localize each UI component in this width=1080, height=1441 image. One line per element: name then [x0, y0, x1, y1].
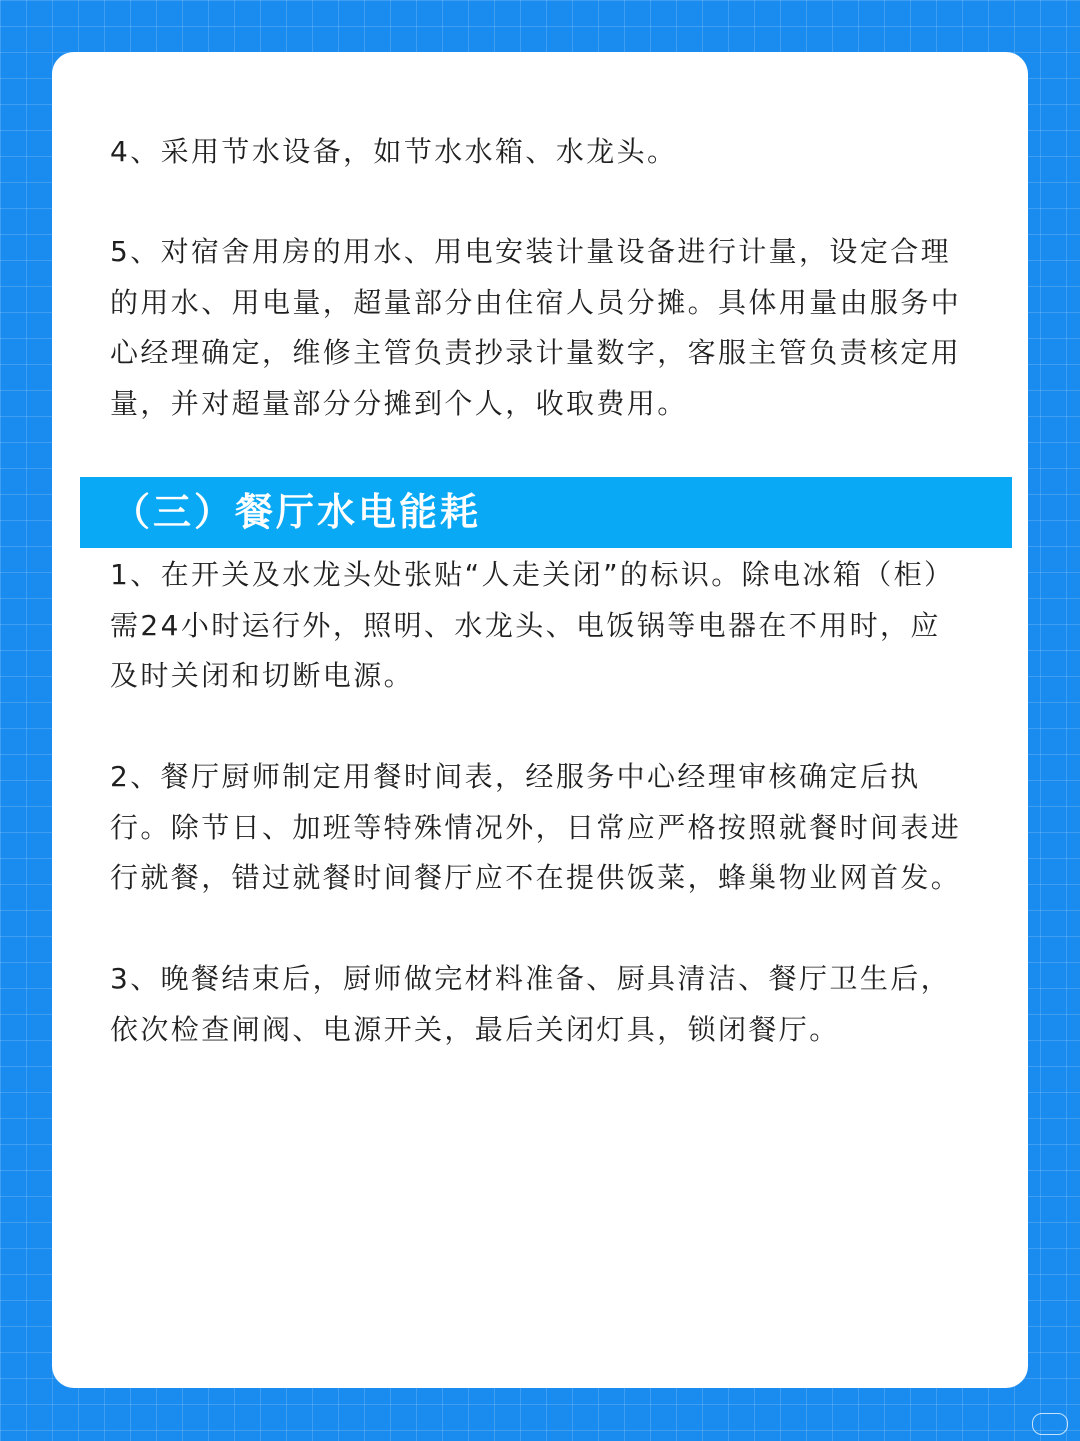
content-card [52, 52, 1028, 1388]
paragraph-item-5: 5、对宿舍用房的用水、用电安装计量设备进行计量，设定合理的用水、用电量，超量部分由住宿人员分摊。具体用量由服务中心经理确定，维修主管负责抄录计量数字，客服主管负责核定用量，并对超量部分分摊到个人，收取费用。 [110, 235, 962, 420]
paragraph-item-4: 4、采用节水设备，如节水水箱、水龙头。 [110, 135, 678, 168]
paragraph-item-1: 1、在开关及水龙头处张贴“人走关闭”的标识。除电冰箱（柜）需24小时运行外，照明、水龙头、电饭锅等电器在不用时，应及时关闭和切断电源。 [110, 558, 955, 692]
paragraph-item-2: 2、餐厅厨师制定用餐时间表，经服务中心经理审核确定后执行。除节日、加班等特殊情况外，日常应严格按照就餐时间表进行就餐，错过就餐时间餐厅应不在提供饭菜，蜂巢物业网首发。 [110, 760, 962, 894]
section-header-bar [80, 477, 1012, 548]
section-title: （三）餐厅水电能耗 [112, 490, 482, 534]
paragraph-item-3: 3、晚餐结束后，厨师做完材料准备、厨具清洁、餐厅卫生后，依次检查闸阀、电源开关，最后关闭灯具，锁闭餐厅。 [110, 962, 952, 1046]
watermark-logo [1032, 1413, 1068, 1435]
